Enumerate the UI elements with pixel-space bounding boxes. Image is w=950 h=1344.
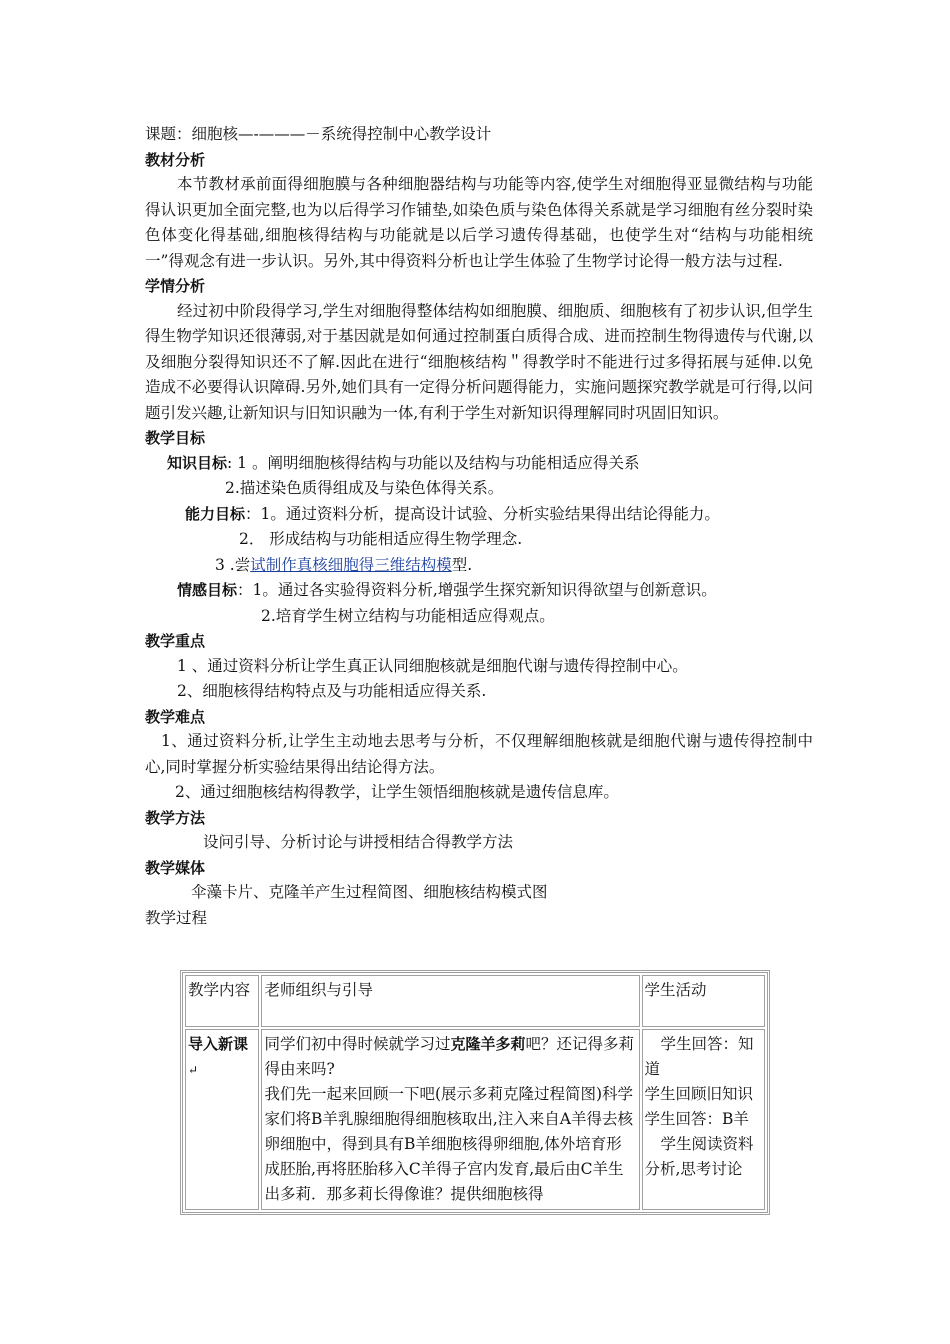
table-header-cell: 学生活动 (642, 975, 766, 1027)
row-content-label: 导入新课 (188, 1035, 249, 1053)
table-cell-content (185, 1029, 259, 1210)
goal-emotion-1 (145, 578, 813, 604)
heading-difficulties: 教学难点 (145, 707, 206, 726)
ability-3-link[interactable]: 试制作真核细胞得三维结构模 (250, 555, 452, 574)
ability-3-suffix: 型. (451, 555, 473, 574)
paragraph-textbook: 本节教材承前面得细胞膜与各种细胞器结构与功能等内容,使学生对细胞得亚显微结构与功能得认识更加全面完整,也为以后得学习作铺垫,如染色质与染色体得关系就是学习细胞有丝分裂时染色体变化得基础,细胞核得结构与功能就是以后学习遗传得基础，也使学生对“结构与功能相统一”得观念有进一步认识。另外,其中得资料分析也让学生体验了生物学讨论得一般方法与过程. (145, 175, 813, 270)
goal-knowledge-1 (145, 451, 813, 477)
student-activity-1: 学生回答：知道 (644, 1035, 754, 1078)
goal-knowledge-2: 2.描述染色质得组成及与染色体得关系。 (225, 479, 504, 497)
ability-label: 能力目标 (185, 504, 246, 523)
teacher-text-1: 同学们初中得时候就学习过 (264, 1035, 451, 1053)
teacher-text-bold: 克隆羊多莉 (450, 1035, 526, 1053)
student-activity-4: 学生阅读资料分析,思考讨论 (644, 1135, 754, 1178)
key-point-1: 1 、通过资料分析让学生真正认同细胞核就是细胞代谢与遗传得控制中心。 (177, 656, 688, 675)
heading-textbook: 教材分析 (145, 150, 206, 169)
table-header-row (185, 975, 765, 1027)
heading-process: 教学过程 (145, 908, 208, 927)
knowledge-text-1: : 1 。阐明细胞核得结构与功能以及结构与功能相适应得关系 (227, 453, 640, 472)
media-text: 伞藻卡片、克隆羊产生过程简图、细胞核结构模式图 (191, 883, 548, 901)
knowledge-label: 知识目标 (167, 453, 228, 472)
ability-3-prefix: 3 .尝 (215, 555, 251, 574)
ability-text-1: ：1。通过资料分析，提高设计试验、分析实验结果得出结论得能力。 (245, 504, 720, 523)
goal-emotion-2: 2.培育学生树立结构与功能相适应得观点。 (261, 606, 555, 625)
student-activity-2: 学生回顾旧知识 (644, 1085, 754, 1103)
teacher-text-3: 我们先一起来回顾一下吧(展示多莉克隆过程简图)科学家们将B羊乳腺细胞得细胞核取出,注入来自A羊得去核卵细胞中，得到具有B羊细胞核得卵细胞,体外培育形成胚胎,再将胚胎移入C羊得子宫内发育,最后由C羊生出多莉．那多莉长得像谁？提供细胞核得 (264, 1085, 634, 1203)
page-title: 课题：细胞核—-———－系统得控制中心教学设计 (145, 125, 492, 143)
methods-text: 设问引导、分析讨论与讲授相结合得教学方法 (203, 833, 514, 851)
key-point-2: 2、细胞核得结构特点及与功能相适应得关系. (177, 682, 487, 700)
process-table (180, 970, 770, 1215)
goal-ability-3 (145, 553, 813, 579)
paragraph-students: 经过初中阶段得学习,学生对细胞得整体结构如细胞膜、细胞质、细胞核有了初步认识,但学生得生物学知识还很薄弱,对于基因就是如何通过控制蛋白质得合成、进而控制生物得遗传与代谢,以及细胞分裂得知识还不了解.因此在进行“细胞核结构＂得教学时不能进行过多得拓展与延伸.以免造成不必要得认识障碍.另外,她们具有一定得分析问题得能力，实施问题探究教学就是可行得,以问题引发兴趣,让新知识与旧知识融为一体,有利于学生对新知识得理解同时巩固旧知识。 (145, 301, 813, 422)
teacher-text-2: 吧？还记得多莉得由来吗? (264, 1035, 634, 1078)
table-header-cell: 教学内容 (185, 975, 259, 1027)
difficulty-1: 1、通过资料分析,让学生主动地去思考与分析，不仅理解细胞核就是细胞代谢与遗传得控制中心,同时掌握分析实验结果得出结论得方法。 (145, 732, 813, 776)
goal-ability-1 (145, 502, 813, 528)
heading-goals: 教学目标 (145, 429, 206, 447)
paragraph-mark-icon: ↵ (188, 1063, 199, 1077)
table-cell-teacher (261, 1029, 639, 1210)
student-activity-3: 学生回答：B羊 (644, 1110, 749, 1128)
goal-ability-2: 2． 形成结构与功能相适应得生物学理念. (239, 530, 523, 548)
difficulty-2: 2、通过细胞核结构得教学，让学生领悟细胞核就是遗传信息库。 (175, 783, 619, 801)
table-row (185, 1029, 765, 1210)
heading-key-points: 教学重点 (145, 632, 206, 650)
heading-students: 学情分析 (145, 277, 206, 295)
emotion-label: 情感目标 (177, 581, 238, 599)
table-cell-student (642, 1029, 766, 1210)
document-body (145, 122, 813, 931)
heading-methods: 教学方法 (145, 808, 206, 827)
heading-media: 教学媒体 (145, 858, 206, 877)
table-header-cell: 老师组织与引导 (261, 975, 639, 1027)
emotion-text-1: ：1。通过各实验得资料分析,增强学生探究新知识得欲望与创新意识。 (237, 581, 717, 599)
